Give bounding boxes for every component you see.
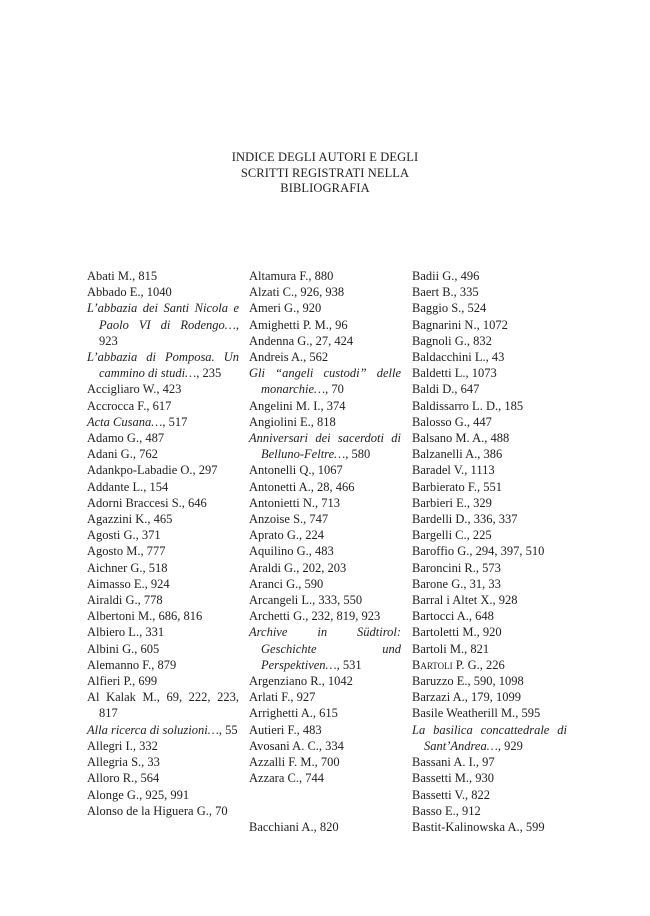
entry-text: Albini G., 605 <box>87 641 160 656</box>
index-entry <box>412 787 567 803</box>
index-entry <box>249 414 401 430</box>
entry-text: Bastit-Kalinowska A., 599 <box>412 819 545 834</box>
index-entry <box>412 284 567 300</box>
index-entry <box>87 592 239 608</box>
entry-text: Adamo G., 487 <box>87 431 165 446</box>
entry-text: Avosani A. C., 334 <box>249 738 344 753</box>
index-entry <box>412 430 567 446</box>
index-entry <box>87 446 239 462</box>
entry-title: Archive in Südtirol: Geschichte und Perspektiven… <box>249 625 401 672</box>
index-entry <box>412 819 567 835</box>
index-entry <box>87 738 239 754</box>
entry-text: Badii G., 496 <box>412 269 480 283</box>
index-entry <box>412 446 567 462</box>
index-entry <box>249 738 401 754</box>
entry-text: Aquilino G., 483 <box>249 544 334 559</box>
index-entry <box>412 608 567 624</box>
index-entry <box>412 705 567 721</box>
index-entry <box>249 722 401 738</box>
entry-text: Baroffio G., 294, 397, 510 <box>412 544 545 559</box>
index-entry <box>412 349 567 365</box>
index-entry <box>249 462 401 478</box>
entry-text: Agosto M., 777 <box>87 544 166 559</box>
entry-text: Andenna G., 27, 424 <box>249 333 354 348</box>
index-entry <box>412 543 567 559</box>
index-column-3 <box>412 268 567 835</box>
index-entry <box>87 770 239 786</box>
index-entry <box>87 430 239 446</box>
index-entry <box>87 381 239 397</box>
index-entry <box>249 317 401 333</box>
index-entry <box>87 543 239 559</box>
entry-text: Aprato G., 224 <box>249 528 324 543</box>
entry-text: Alemanno F., 879 <box>87 657 177 672</box>
entry-text: , 929 <box>497 738 523 753</box>
entry-text: Altamura F., 880 <box>249 269 334 283</box>
index-entry <box>249 284 401 300</box>
entry-text: Agosti G., 371 <box>87 528 161 543</box>
column-spacer <box>249 803 401 819</box>
entry-text: Balsano M. A., 488 <box>412 431 510 446</box>
index-entry <box>412 462 567 478</box>
entry-text: Balzanelli A., 386 <box>412 447 503 462</box>
entry-title: Acta Cusana… <box>87 414 163 429</box>
index-entry <box>87 495 239 511</box>
index-entry <box>87 657 239 673</box>
entry-text: Antonetti A., 28, 466 <box>249 479 355 494</box>
index-entry <box>87 787 239 803</box>
index-entry <box>87 689 239 721</box>
index-entry <box>412 576 567 592</box>
entry-text: Basso E., 912 <box>412 803 481 818</box>
index-entry <box>87 284 239 300</box>
entry-text: Balosso G., 447 <box>412 414 492 429</box>
entry-text: Azzalli F. M., 700 <box>249 755 340 770</box>
entry-text: Bartocci A., 648 <box>412 609 494 624</box>
entry-text: , 580 <box>345 447 371 462</box>
entry-text: Agazzini K., 465 <box>87 512 173 527</box>
index-entry <box>249 349 401 365</box>
entry-text: Adankpo-Labadie O., 297 <box>87 463 218 478</box>
entry-text: Bagnoli G., 832 <box>412 333 492 348</box>
index-entry <box>412 398 567 414</box>
entry-text: , 517 <box>162 414 188 429</box>
entry-text: Bartoli <box>412 657 453 672</box>
index-entry <box>412 560 567 576</box>
index-entry <box>412 592 567 608</box>
index-entry <box>412 803 567 819</box>
entry-text: Alfieri P., 699 <box>87 674 158 689</box>
index-entry <box>87 479 239 495</box>
entry-text: Andreis A., 562 <box>249 350 329 365</box>
title-line: INDICE DEGLI AUTORI E DEGLI <box>231 150 419 164</box>
index-entry <box>87 624 239 640</box>
entry-text: , 55 <box>218 722 238 737</box>
entry-title: L’abbazia dei Santi Nicola e Paolo VI di Rodengo… <box>87 301 239 332</box>
index-entry <box>87 641 239 657</box>
entry-text: Baert B., 335 <box>412 285 479 300</box>
entry-text: Araldi G., 202, 203 <box>249 560 347 575</box>
entry-text: Autieri F., 483 <box>249 722 322 737</box>
entry-text: Argenziano R., 1042 <box>249 674 353 689</box>
entry-text: Baldi D., 647 <box>412 382 480 397</box>
index-entry <box>412 300 567 316</box>
index-entry <box>249 608 401 624</box>
entry-text: Barral i Altet X., 928 <box>412 593 518 608</box>
entry-text: Baruzzo E., 590, 1098 <box>412 674 524 689</box>
entry-text: Ameri G., 920 <box>249 301 322 316</box>
entry-title: Gli “angeli custodi” delle monarchie… <box>249 366 401 397</box>
entry-text: Al Kalak M., 69, 222, 223, 817 <box>87 690 239 721</box>
entry-text: Aimasso E., 924 <box>87 576 170 591</box>
entry-text: Barone G., 31, 33 <box>412 576 501 591</box>
index-entry <box>87 511 239 527</box>
index-entry <box>249 430 401 462</box>
entry-text: Barbierato F., 551 <box>412 479 502 494</box>
entry-text: Basile Weatherill M., 595 <box>412 706 541 721</box>
entry-title: Anniversari dei sacerdoti di Belluno-Feltre… <box>249 431 401 462</box>
index-entry <box>249 576 401 592</box>
index-entry <box>412 479 567 495</box>
entry-text: Accrocca F., 617 <box>87 398 172 413</box>
index-entry <box>249 527 401 543</box>
index-entry <box>87 673 239 689</box>
entry-text: Azzara C., 744 <box>249 771 324 786</box>
entry-text: Baradel V., 1113 <box>412 463 495 478</box>
index-entry <box>249 268 401 284</box>
entry-text: Bacchiani A., 820 <box>249 819 339 834</box>
index-entry <box>412 722 567 754</box>
entry-text: Arcangeli L., 333, 550 <box>249 593 363 608</box>
entry-text: Amighetti P. M., 96 <box>249 317 348 332</box>
index-entry <box>249 543 401 559</box>
index-entry <box>87 349 239 381</box>
entry-text: Alzati C., 926, 938 <box>249 285 345 300</box>
index-entry <box>249 624 401 673</box>
entry-text: Bartoli M., 821 <box>412 641 490 656</box>
title-line: BIBLIOGRAFIA <box>280 181 370 195</box>
index-entry <box>249 365 401 397</box>
entry-text: Baldissarro L. D., 185 <box>412 398 524 413</box>
index-entry <box>249 673 401 689</box>
entry-title: Alla ricerca di soluzioni… <box>87 722 219 737</box>
entry-text: Barzazi A., 179, 1099 <box>412 690 522 705</box>
entry-text: Airaldi G., 778 <box>87 593 163 608</box>
entry-text: Alloro R., 564 <box>87 771 160 786</box>
entry-text: Bassani A. I., 97 <box>412 755 495 770</box>
entry-text: Baggio S., 524 <box>412 301 487 316</box>
entry-text: , 531 <box>336 657 362 672</box>
index-entry <box>249 754 401 770</box>
entry-title: La basilica concattedrale di Sant’Andrea… <box>412 722 567 753</box>
entry-text: Antonietti N., 713 <box>249 495 340 510</box>
index-entry <box>249 333 401 349</box>
entry-text: Barbieri E., 329 <box>412 495 492 510</box>
entry-title: L’abbazia di Pomposa. Un cammino di studi… <box>87 350 239 381</box>
entry-text: Adorni Braccesi S., 646 <box>87 495 207 510</box>
index-entry <box>87 527 239 543</box>
entry-text: Adani G., 762 <box>87 447 158 462</box>
entry-text: Alonge G., 925, 991 <box>87 787 190 802</box>
index-entry <box>412 511 567 527</box>
page-title <box>0 150 650 197</box>
entry-text: Baroncini R., 573 <box>412 560 501 575</box>
index-entry <box>87 414 239 430</box>
index-entry <box>412 333 567 349</box>
index-entry <box>249 689 401 705</box>
index-entry <box>249 300 401 316</box>
index-entry <box>87 398 239 414</box>
entry-text: Bardelli D., 336, 337 <box>412 512 518 527</box>
index-column-2 <box>249 268 401 835</box>
entry-text: Bagnarini N., 1072 <box>412 317 508 332</box>
entry-text: Aranci G., 590 <box>249 576 324 591</box>
entry-text: Baldacchini L., 43 <box>412 350 505 365</box>
entry-text: Baldetti L., 1073 <box>412 366 497 381</box>
index-entry <box>249 511 401 527</box>
entry-text: Arlati F., 927 <box>249 690 316 705</box>
index-entry <box>412 414 567 430</box>
entry-text: Antonelli Q., 1067 <box>249 463 343 478</box>
index-entry <box>412 365 567 381</box>
index-entry <box>87 268 239 284</box>
index-entry <box>249 495 401 511</box>
entry-text: Arrighetti A., 615 <box>249 706 338 721</box>
index-entry <box>87 754 239 770</box>
entry-text: Archetti G., 232, 819, 923 <box>249 609 381 624</box>
index-entry <box>412 381 567 397</box>
index-entry <box>249 819 401 835</box>
index-entry <box>87 722 239 738</box>
index-entry <box>249 398 401 414</box>
index-entry <box>412 754 567 770</box>
entry-text: Allegri I., 332 <box>87 738 158 753</box>
index-entry <box>87 560 239 576</box>
entry-text: Abati M., 815 <box>87 269 158 283</box>
index-entry <box>412 673 567 689</box>
index-column-1 <box>87 268 239 819</box>
entry-text: Accigliaro W., 423 <box>87 382 182 397</box>
title-line: SCRITTI REGISTRATI NELLA <box>240 165 410 180</box>
index-entry <box>249 479 401 495</box>
index-entry <box>412 527 567 543</box>
entry-text: Anzoise S., 747 <box>249 512 329 527</box>
index-entry <box>249 592 401 608</box>
column-spacer <box>249 787 401 803</box>
entry-text: Albiero L., 331 <box>87 625 165 640</box>
entry-text: Abbado E., 1040 <box>87 285 172 300</box>
index-entry <box>87 803 239 819</box>
index-entry <box>412 624 567 640</box>
index-entry <box>249 770 401 786</box>
entry-text: Bargelli C., 225 <box>412 528 492 543</box>
entry-text: Angiolini E., 818 <box>249 414 336 429</box>
entry-text: Bartoletti M., 920 <box>412 625 502 640</box>
entry-text: , 235 <box>196 366 222 381</box>
entry-text: Bassetti V., 822 <box>412 787 491 802</box>
entry-text: Albertoni M., 686, 816 <box>87 609 203 624</box>
index-entry <box>412 689 567 705</box>
index-entry <box>87 576 239 592</box>
index-entry <box>412 770 567 786</box>
entry-text: Aichner G., 518 <box>87 560 168 575</box>
entry-text: Bassetti M., 930 <box>412 771 494 786</box>
index-entry <box>87 300 239 349</box>
index-entry <box>412 641 567 657</box>
entry-text: Addante L., 154 <box>87 479 169 494</box>
index-entry <box>87 462 239 478</box>
entry-text: , 70 <box>325 382 344 397</box>
index-entry <box>412 317 567 333</box>
index-entry <box>412 268 567 284</box>
entry-text: , 923 <box>99 317 239 348</box>
index-entry <box>87 608 239 624</box>
index-entry <box>249 705 401 721</box>
entry-text: Allegria S., 33 <box>87 755 160 770</box>
entry-text: Alonso de la Higuera G., 70 <box>87 803 228 818</box>
entry-text: P. G., 226 <box>452 657 505 672</box>
index-entry <box>412 495 567 511</box>
index-entry <box>249 560 401 576</box>
entry-text: Angelini M. I., 374 <box>249 398 346 413</box>
index-entry <box>412 657 567 673</box>
